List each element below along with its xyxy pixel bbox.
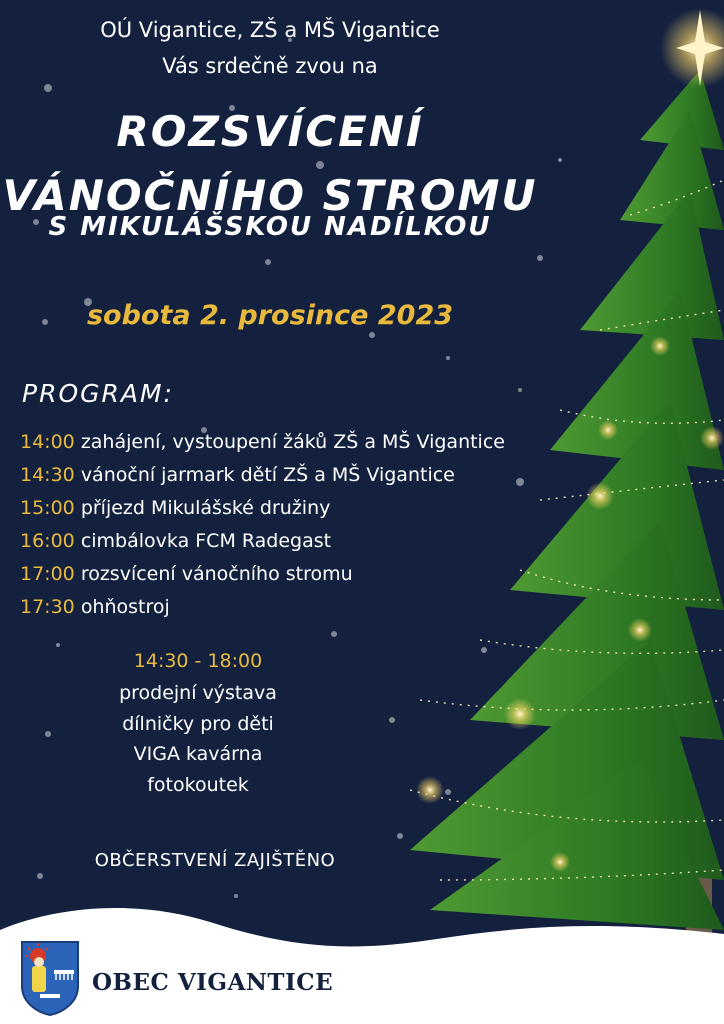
side-event-time: 14:30 - 18:00 — [133, 650, 263, 672]
event-date: sobota 2. prosince 2023 — [86, 300, 454, 331]
program-text: příjezd Mikulášské družiny — [80, 497, 331, 519]
village-crest-icon — [20, 940, 80, 1016]
program-time: 16:00 — [20, 530, 75, 552]
refreshments-note: OBČERSTVENÍ ZAJIŠTĚNO — [94, 850, 336, 871]
title-line-3: S MIKULÁŠSKOU NADÍLKOU — [48, 212, 492, 242]
program-time: 14:00 — [20, 431, 75, 453]
program-text: zahájení, vystoupení žáků ZŠ a MŠ Vigantice — [80, 431, 505, 453]
program-time: 15:00 — [20, 497, 75, 519]
program-time: 14:30 — [20, 464, 75, 486]
program-item — [20, 492, 505, 525]
program-text: ohňostroj — [80, 596, 170, 618]
footer-village-name: OBEC VIGANTICE — [92, 969, 334, 996]
program-item — [20, 525, 505, 558]
star-icon — [660, 8, 724, 88]
program-item — [20, 591, 505, 624]
program-list — [20, 426, 505, 624]
program-time: 17:30 — [20, 596, 75, 618]
program-time: 17:00 — [20, 563, 75, 585]
side-event-item: fotokoutek — [147, 773, 249, 796]
program-text: rozsvícení vánočního stromu — [80, 563, 353, 585]
footer-wave — [0, 900, 724, 1024]
program-text: vánoční jarmark dětí ZŠ a MŠ Vigantice — [80, 464, 455, 486]
side-event-item: dílničky pro děti — [122, 712, 274, 735]
side-event-item: VIGA kavárna — [133, 743, 263, 765]
side-event-list — [0, 678, 396, 800]
title-line-1: ROZSVÍCENÍ — [116, 107, 424, 156]
side-event-item: prodejní výstava — [119, 682, 277, 704]
title-line-2: VÁNOČNÍHO STROMU — [2, 171, 538, 220]
program-text: cimbálovka FCM Radegast — [80, 530, 332, 552]
program-heading: PROGRAM: — [22, 379, 174, 408]
program-item — [20, 558, 505, 591]
program-item — [20, 459, 505, 492]
program-item — [20, 426, 505, 459]
intro-line-1: OÚ Vigantice, ZŠ a MŠ Vigantice — [100, 18, 440, 42]
intro-line-2: Vás srdečně zvou na — [162, 54, 378, 78]
